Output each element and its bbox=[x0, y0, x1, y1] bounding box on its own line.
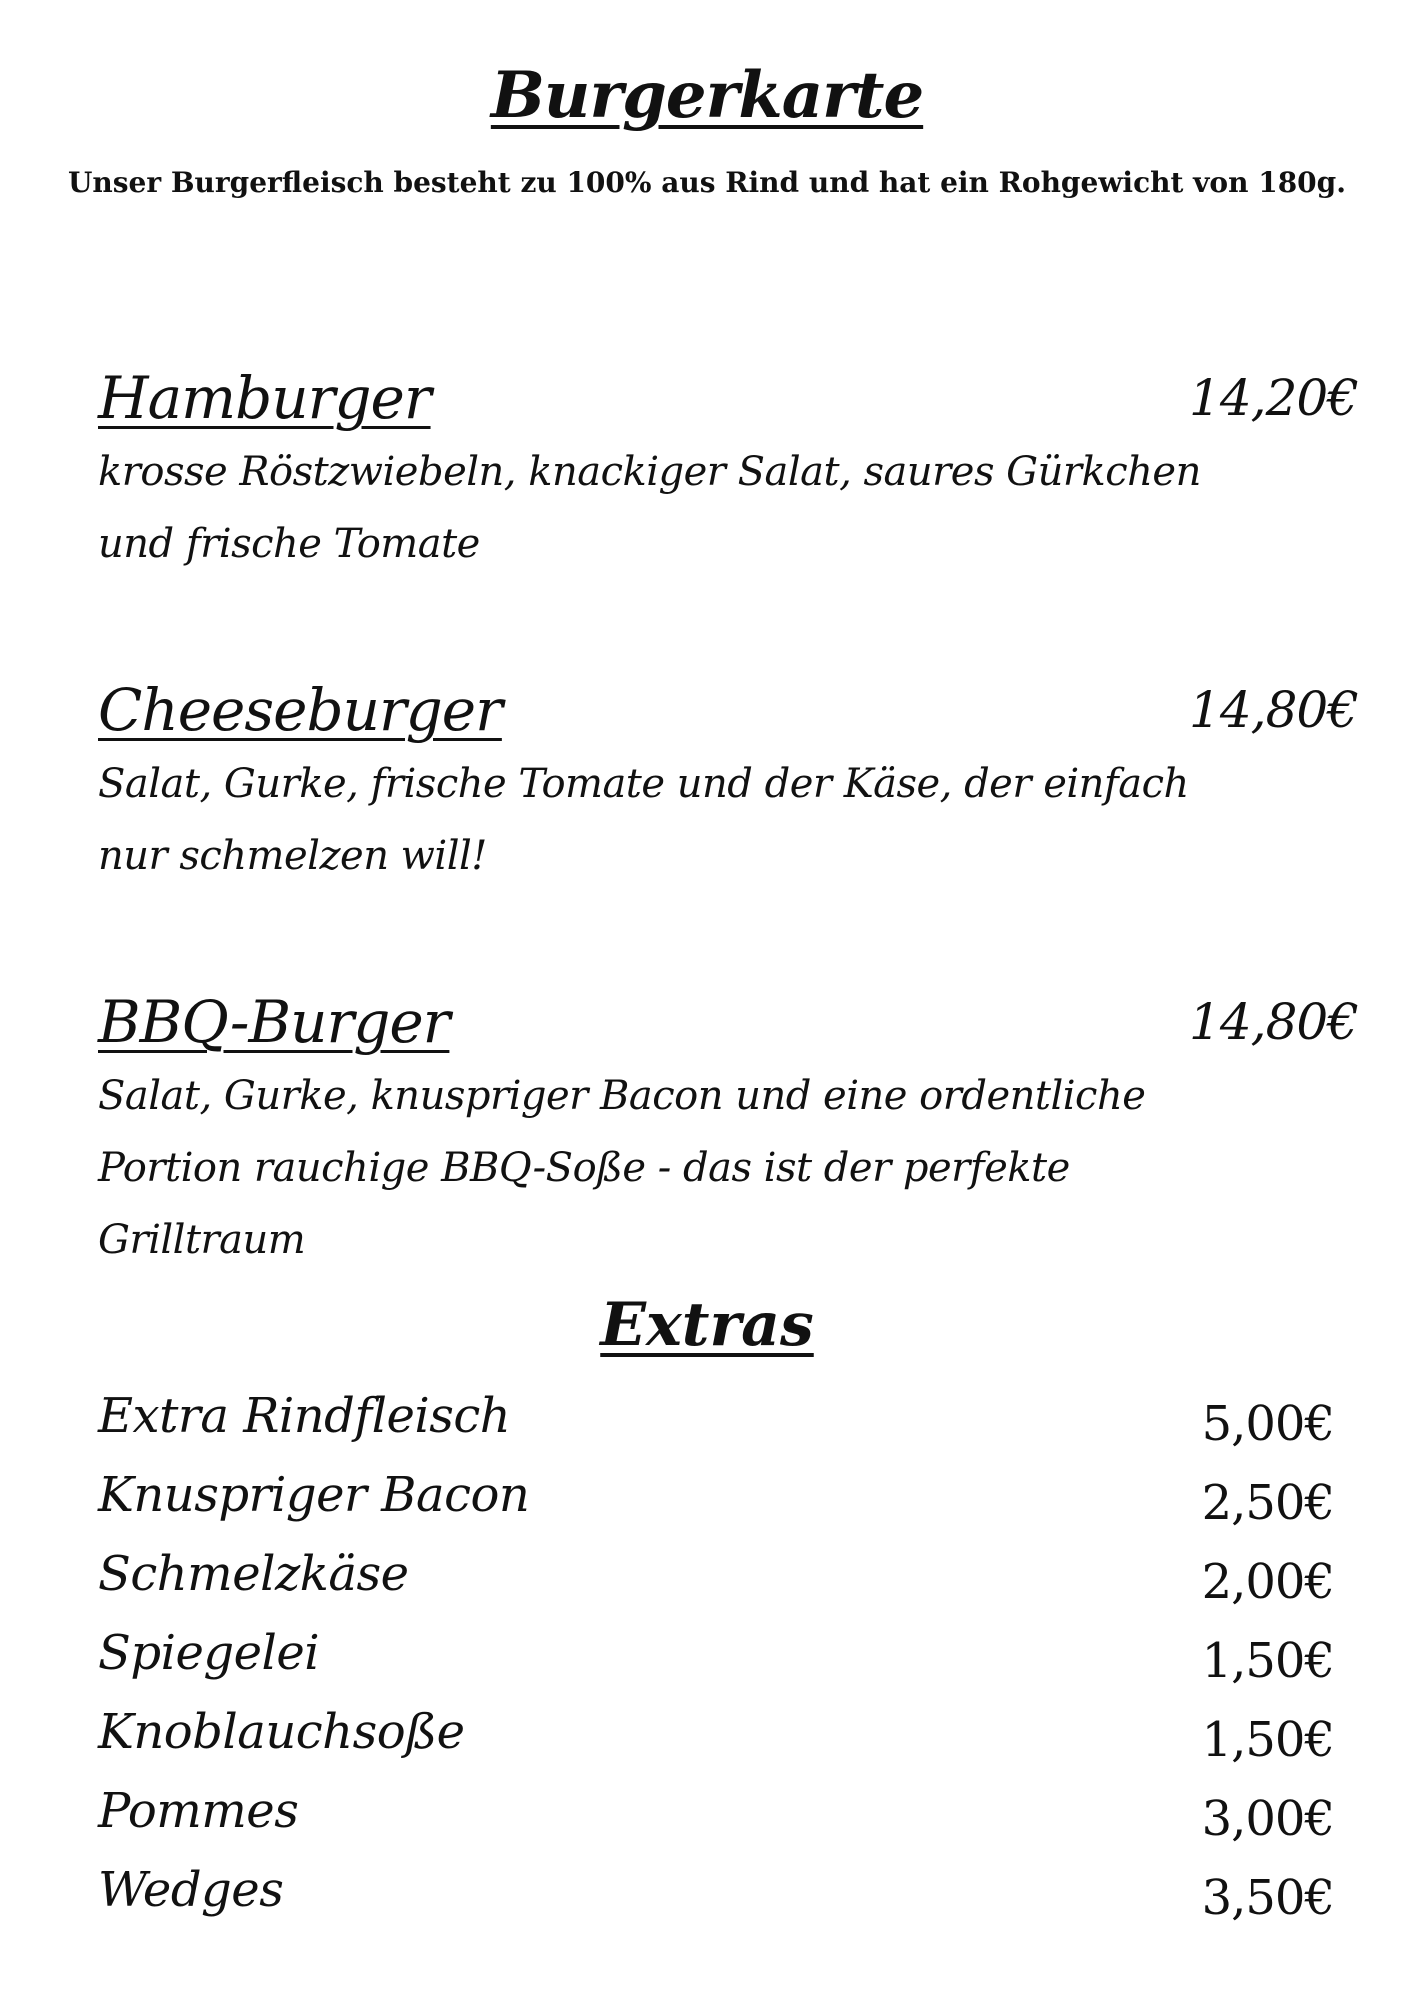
extra-row bbox=[98, 1378, 1334, 1457]
menu-item-description: Salat, Gurke, knuspriger Bacon und eine ordentliche Portion rauchige BBQ-Soße - das ist der perfekte Grilltraum bbox=[98, 1073, 1146, 1263]
menu-item-price: 14,80€ bbox=[1189, 993, 1358, 1051]
extras-list bbox=[98, 1378, 1334, 1931]
extra-row bbox=[98, 1457, 1334, 1536]
extra-price: 3,50€ bbox=[1201, 1870, 1334, 1926]
extra-name: Extra Rindfleisch bbox=[98, 1388, 511, 1444]
extra-name: Schmelzkäse bbox=[98, 1546, 409, 1602]
menu-item-bbq-burger bbox=[98, 986, 1358, 1276]
extra-price: 1,50€ bbox=[1201, 1633, 1334, 1689]
menu-item-description: Salat, Gurke, frische Tomate und der Käse, der einfach nur schmelzen will! bbox=[98, 761, 1189, 879]
extra-price: 3,00€ bbox=[1201, 1791, 1334, 1847]
extra-name: Spiegelei bbox=[98, 1625, 320, 1681]
menu-item-description: krosse Röstzwiebeln, knackiger Salat, saures Gürkchen und frische Tomate bbox=[98, 449, 1201, 567]
extra-name: Pommes bbox=[98, 1783, 299, 1839]
extra-price: 1,50€ bbox=[1201, 1712, 1334, 1768]
extra-price: 2,50€ bbox=[1201, 1475, 1334, 1531]
menu-item-name: Cheeseburger bbox=[98, 676, 502, 744]
menu-item-price: 14,20€ bbox=[1189, 369, 1358, 427]
extra-name: Knuspriger Bacon bbox=[98, 1467, 530, 1523]
extra-price: 5,00€ bbox=[1201, 1396, 1334, 1452]
extra-name: Wedges bbox=[98, 1862, 284, 1918]
extra-name: Knoblauchsoße bbox=[98, 1704, 465, 1760]
extra-row bbox=[98, 1694, 1334, 1773]
extra-row bbox=[98, 1615, 1334, 1694]
menu-item-hamburger bbox=[98, 362, 1358, 580]
extra-row bbox=[98, 1773, 1334, 1852]
menu-item-name: BBQ-Burger bbox=[98, 988, 450, 1056]
menu-item-name: Hamburger bbox=[98, 364, 431, 432]
page-subtitle: Unser Burgerfleisch besteht zu 100% aus Rind und hat ein Rohgewicht von 180g. bbox=[68, 166, 1346, 199]
extra-row bbox=[98, 1536, 1334, 1615]
extras-heading: Extras bbox=[600, 1290, 814, 1360]
menu-item-cheeseburger bbox=[98, 674, 1358, 892]
extra-price: 2,00€ bbox=[1201, 1554, 1334, 1610]
menu-item-price: 14,80€ bbox=[1189, 681, 1358, 739]
extra-row bbox=[98, 1852, 1334, 1931]
page-title: Burgerkarte bbox=[490, 58, 924, 133]
